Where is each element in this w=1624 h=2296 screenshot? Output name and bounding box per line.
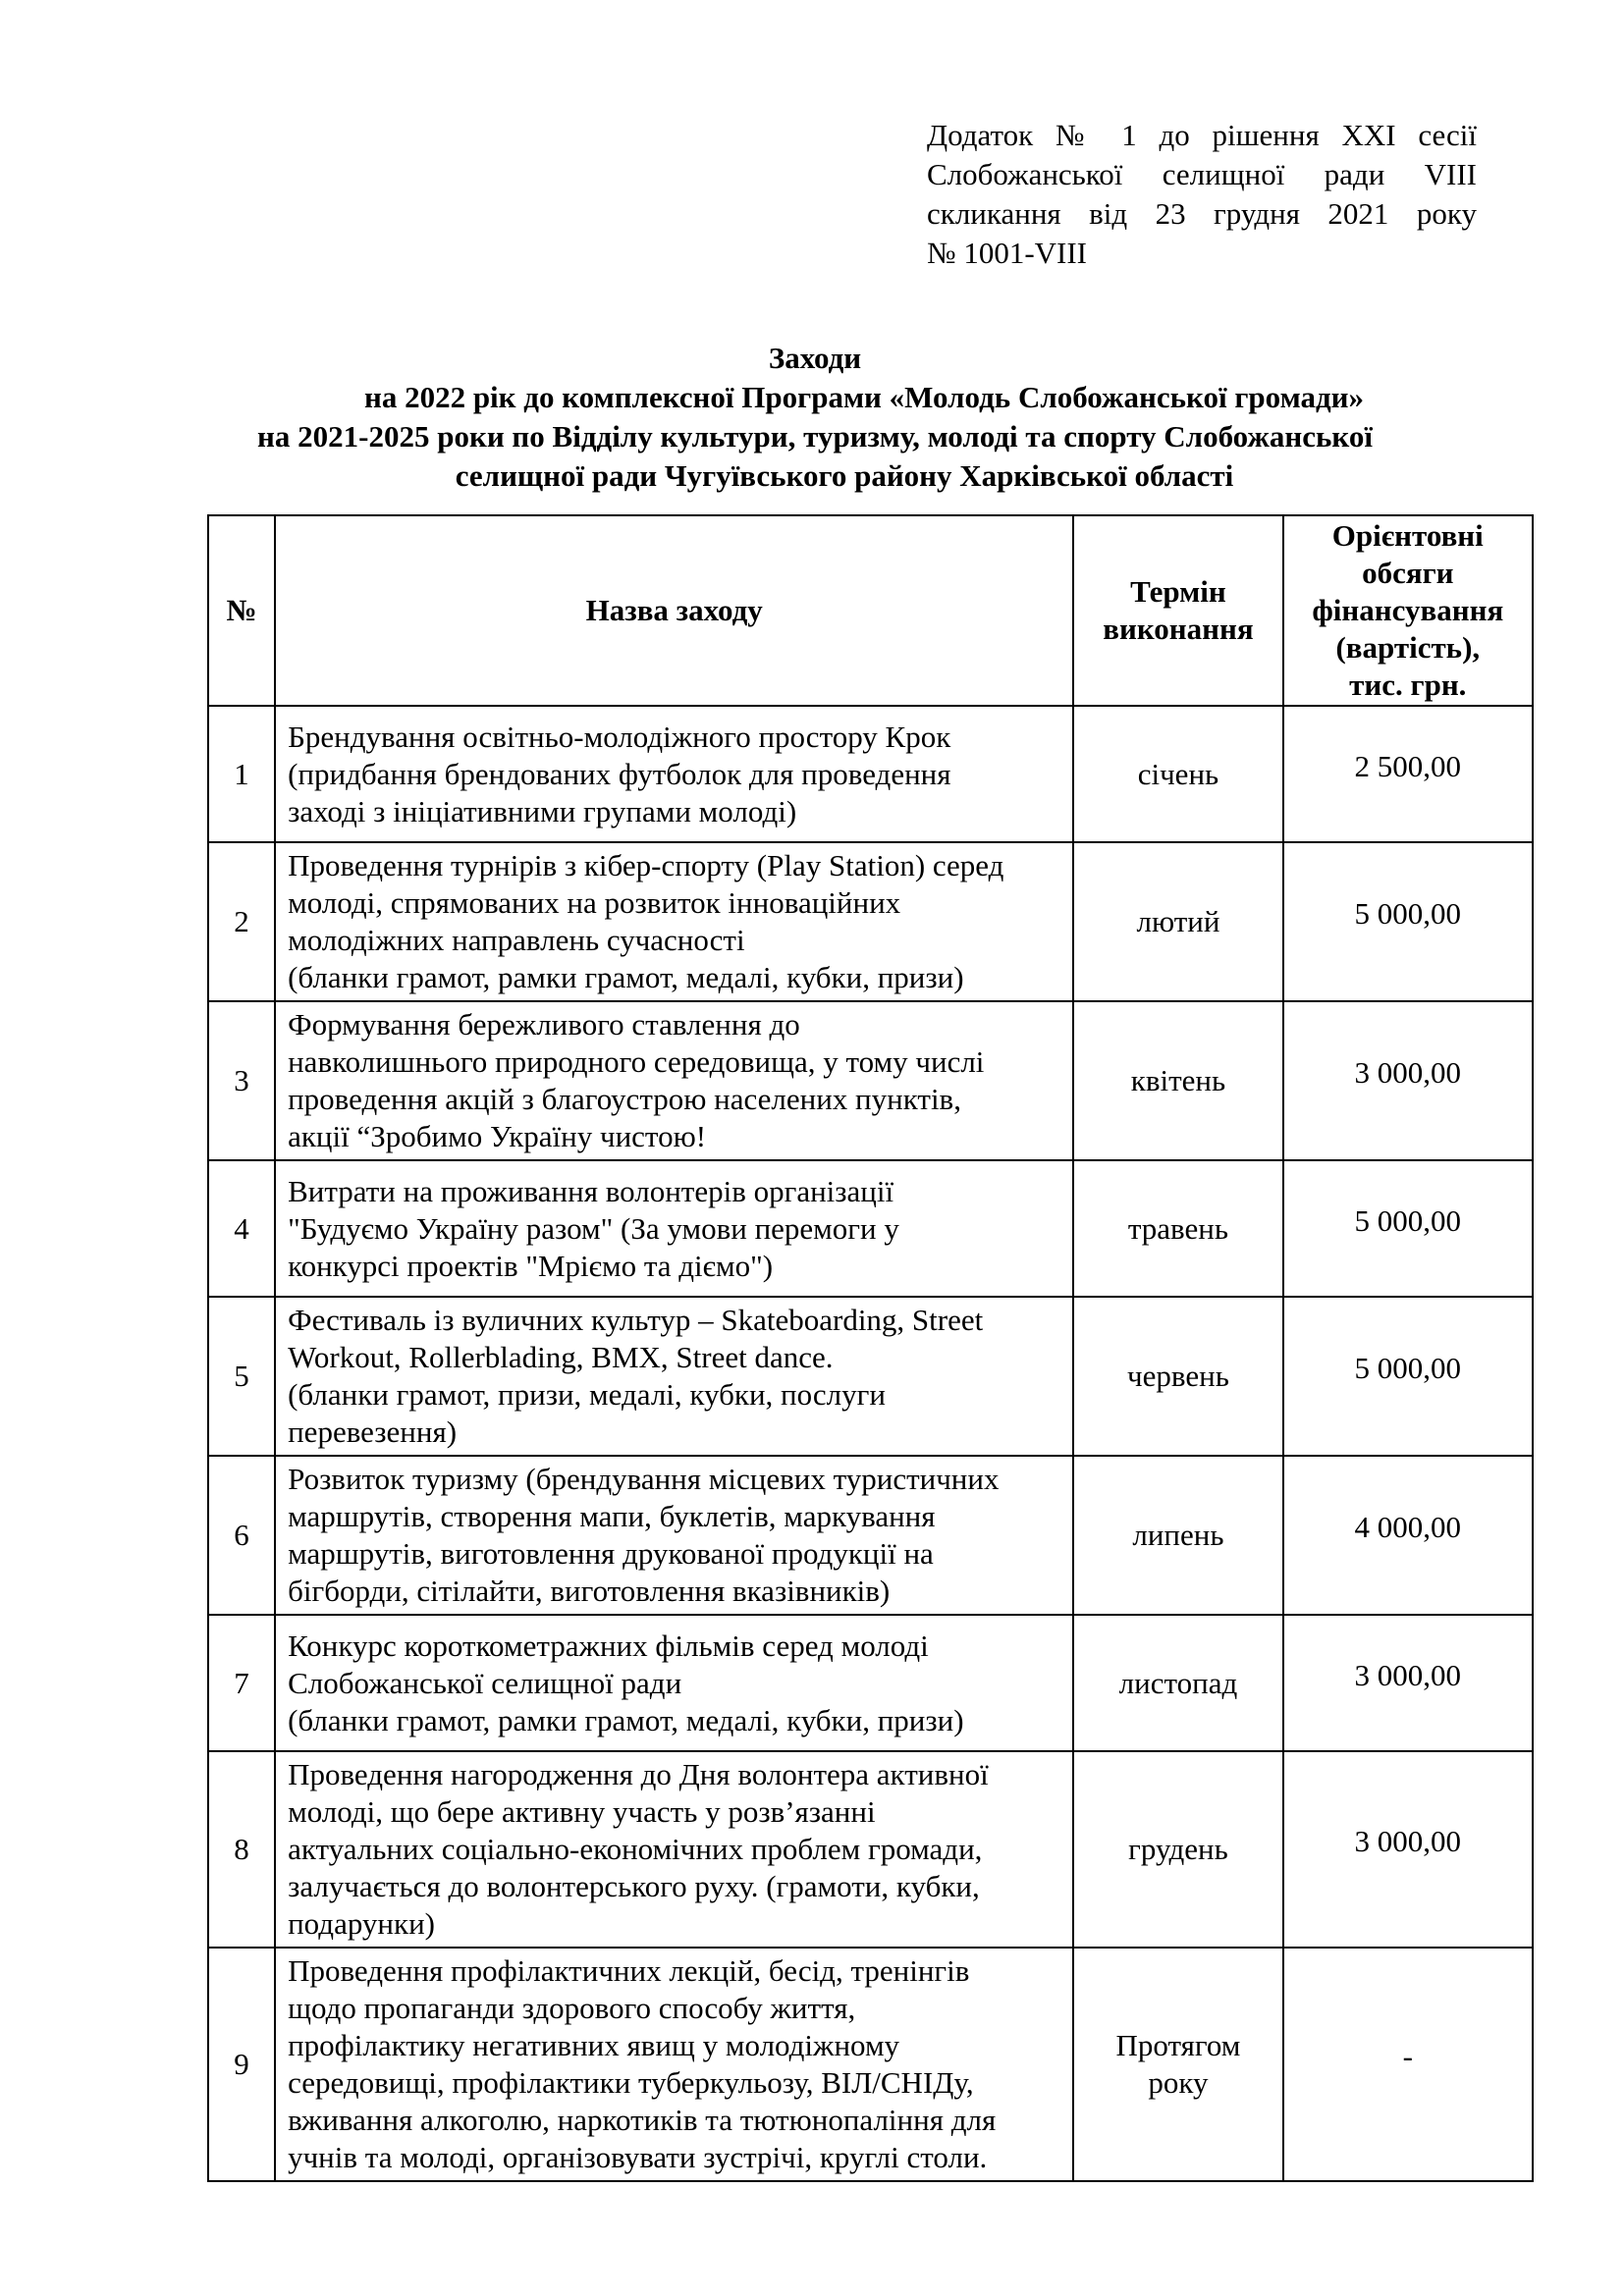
measure-name (275, 706, 1073, 842)
header-cost-line: (вартість), (1335, 630, 1481, 665)
measure-name-line: Проведення профілактичних лекцій, бесід, тренінгів (288, 1953, 970, 1988)
header-cost-line: Орієнтовні (1331, 518, 1484, 553)
measure-name-line: (бланки грамот, призи, медалі, кубки, послуги (288, 1377, 886, 1412)
measure-name-line: молоді, що бере активну участь у розв’язанні (288, 1794, 876, 1829)
measure-term-line: квітень (1130, 1063, 1226, 1097)
measure-cost-value: - (1402, 2039, 1413, 2073)
measure-term (1073, 1751, 1282, 1948)
measure-name (275, 1615, 1073, 1751)
measure-term (1073, 706, 1282, 842)
measure-name (275, 1160, 1073, 1297)
document-heading (147, 339, 1483, 496)
measure-cost-value: 3 000,00 (1354, 1824, 1462, 1858)
table-row (208, 1297, 1533, 1456)
header-term-line: Термін (1130, 574, 1226, 609)
measures-table (207, 514, 1534, 2182)
row-number: 1 (208, 706, 275, 842)
heading-line: селищної ради Чугуївського району Харківської області (455, 458, 1234, 493)
measure-cost-value: 3 000,00 (1354, 1055, 1462, 1090)
measure-name-line: бігборди, сітілайти, виготовлення вказівників) (288, 1574, 891, 1608)
measure-name (275, 1456, 1073, 1615)
measure-term-line: травень (1127, 1210, 1229, 1246)
heading-line: на 2021-2025 роки по Відділу культури, туризму, молоді та спорту Слобожанської (257, 419, 1373, 454)
measure-name-line: актуальних соціально-економічних проблем громади, (288, 1832, 983, 1866)
header-term (1073, 515, 1282, 706)
row-number: 9 (208, 1948, 275, 2181)
table-row (208, 1160, 1533, 1297)
measure-term-line: червень (1127, 1359, 1229, 1393)
measure-term (1073, 1456, 1282, 1615)
table-row (208, 842, 1533, 1001)
measure-name-line: Слобожанської селищної ради (288, 1665, 682, 1700)
measure-name-line: перевезення) (288, 1415, 458, 1449)
measure-name (275, 1948, 1073, 2181)
measure-term-line: листопад (1118, 1665, 1238, 1700)
measure-name-line: молоді, спрямованих на розвиток інноваційних (288, 885, 901, 920)
measure-name-line: заході з ініціативними групами молоді) (288, 793, 797, 828)
measure-term (1073, 1297, 1282, 1456)
row-number: 2 (208, 842, 275, 1001)
measure-name-line: Брендування освітньо-молодіжного простору Крок (288, 719, 951, 754)
measure-name (275, 1001, 1073, 1160)
measure-cost (1283, 706, 1533, 842)
measure-cost (1283, 1456, 1533, 1615)
measure-term-line: лютий (1136, 904, 1220, 938)
measure-name-line: (бланки грамот, рамки грамот, медалі, кубки, призи) (288, 960, 964, 994)
measure-cost (1283, 1751, 1533, 1948)
measure-cost-value: 5 000,00 (1354, 1351, 1462, 1385)
measure-cost (1283, 1297, 1533, 1456)
measure-term (1073, 1948, 1282, 2181)
appendix-note (927, 116, 1477, 273)
measure-cost (1283, 1615, 1533, 1751)
measure-name-line: Конкурс короткометражних фільмів серед молоді (288, 1628, 929, 1663)
measure-term-line: січень (1137, 756, 1219, 791)
measure-name-line: Фестиваль із вуличних культур – Skateboarding, Street (288, 1303, 984, 1337)
heading-line: на 2022 рік до комплексної Програми «Молодь Слобожанської громади» (363, 380, 1365, 414)
measure-cost (1283, 1001, 1533, 1160)
measure-name-line: проведення акцій з благоустрою населених пунктів, (288, 1082, 961, 1116)
measure-name-line: (бланки грамот, рамки грамот, медалі, кубки, призи) (288, 1702, 964, 1737)
measure-name-line: Розвиток туризму (брендування місцевих туристичних (288, 1462, 1000, 1496)
header-cost-line: тис. грн. (1349, 667, 1467, 702)
measure-name-line: середовищі, профілактики туберкульозу, ВІЛ/СНІДу, (288, 2065, 974, 2100)
measure-term (1073, 1615, 1282, 1751)
measure-cost-value: 2 500,00 (1354, 748, 1462, 783)
row-number: 8 (208, 1751, 275, 1948)
measure-name-line: акції “Зробимо Україну чистою! (288, 1119, 707, 1153)
table-row (208, 1001, 1533, 1160)
measure-name-line: подарунки) (288, 1906, 435, 1941)
row-number: 3 (208, 1001, 275, 1160)
appendix-line: Слобожанської селищної ради VIII (927, 157, 1477, 191)
measure-name-line: маршрутів, виготовлення друкованої продукції на (288, 1536, 934, 1571)
header-name: Назва заходу (275, 515, 1073, 706)
row-number: 5 (208, 1297, 275, 1456)
header-cost-line: обсяги (1362, 556, 1454, 590)
measure-term (1073, 1160, 1282, 1297)
header-cost (1283, 515, 1533, 706)
measure-name-line: Workout, Rollerblading, BMX, Street dance. (288, 1340, 834, 1374)
measure-name-line: щодо пропаганди здорового способу життя, (288, 1991, 856, 2025)
measure-cost-value: 3 000,00 (1354, 1657, 1462, 1692)
measure-name-line: "Будуємо Україну разом" (За умови перемоги у (288, 1210, 899, 1246)
measure-term-line: грудень (1128, 1832, 1228, 1866)
appendix-line: Додаток № 1 до рішення ХХІ сесії (927, 118, 1477, 152)
measure-name (275, 1297, 1073, 1456)
measure-name-line: навколишнього природного середовища, у тому числі (288, 1044, 985, 1079)
measure-name-line: учнів та молоді, організовувати зустрічі, круглі столи. (288, 2140, 988, 2174)
measure-term (1073, 842, 1282, 1001)
measure-cost (1283, 842, 1533, 1001)
table-row (208, 1615, 1533, 1751)
measure-name-line: Витрати на проживання волонтерів організації (288, 1173, 894, 1208)
measure-name-line: вживання алкоголю, наркотиків та тютюнопаління для (288, 2103, 997, 2137)
appendix-line: скликання від 23 грудня 2021 року (927, 196, 1477, 231)
measure-name-line: молодіжних направлень сучасності (288, 923, 745, 957)
table-row (208, 1948, 1533, 2181)
measure-name-line: залучається до волонтерського руху. (грамоти, кубки, (288, 1869, 980, 1903)
measure-name (275, 842, 1073, 1001)
header-term-line: виконання (1103, 612, 1254, 646)
table-row (208, 706, 1533, 842)
measure-cost-value: 5 000,00 (1354, 1202, 1462, 1238)
measure-term-line: Протягом (1115, 2028, 1241, 2062)
measure-name-line: Формування бережливого ставлення до (288, 1007, 800, 1041)
table-header-row (208, 515, 1533, 706)
measure-name (275, 1751, 1073, 1948)
measure-term (1073, 1001, 1282, 1160)
measure-name-line: Проведення турнірів з кібер-спорту (Play Station) серед (288, 848, 1004, 882)
table-row (208, 1751, 1533, 1948)
measure-cost (1283, 1160, 1533, 1297)
measure-cost (1283, 1948, 1533, 2181)
measure-cost-value: 5 000,00 (1354, 896, 1462, 931)
measure-term-line: року (1148, 2065, 1209, 2100)
measure-name-line: маршрутів, створення мапи, буклетів, маркування (288, 1499, 936, 1533)
header-num: № (208, 515, 275, 706)
measure-cost-value: 4 000,00 (1354, 1510, 1462, 1544)
row-number: 6 (208, 1456, 275, 1615)
appendix-line: № 1001-VIII (927, 236, 1088, 270)
row-number: 7 (208, 1615, 275, 1751)
row-number: 4 (208, 1160, 275, 1297)
heading-title: Заходи (768, 341, 862, 375)
measure-name-line: профілактику негативних явищ у молодіжному (288, 2028, 900, 2062)
measure-name-line: конкурсі проектів "Мріємо та діємо") (288, 1248, 774, 1283)
header-cost-line: фінансування (1312, 593, 1504, 627)
table-row (208, 1456, 1533, 1615)
measure-name-line: (придбання брендованих футболок для проведення (288, 756, 951, 791)
measure-term-line: липень (1132, 1518, 1224, 1552)
measure-name-line: Проведення нагородження до Дня волонтера активної (288, 1757, 989, 1791)
